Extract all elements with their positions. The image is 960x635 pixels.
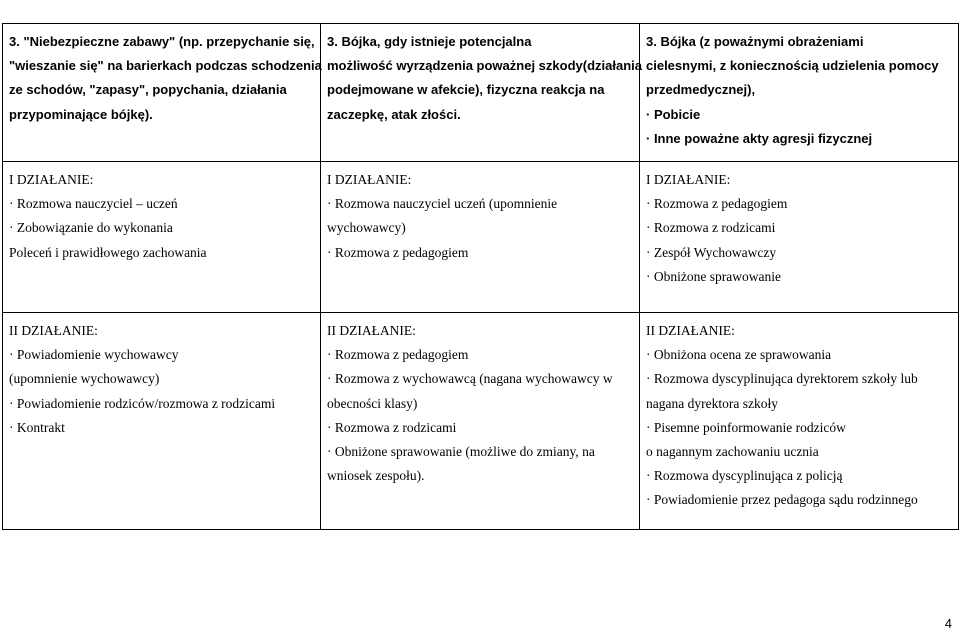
action-item: · Rozmowa dyscyplinująca z policją bbox=[646, 468, 843, 484]
header-line: · Pobicie bbox=[646, 106, 701, 122]
action-heading: I DZIAŁANIE: bbox=[9, 172, 94, 188]
second-action-cell bbox=[640, 313, 959, 530]
header-line: zaczepkę, atak złości. bbox=[327, 106, 461, 122]
action-heading: II DZIAŁANIE: bbox=[646, 323, 735, 339]
action-item: · Obniżone sprawowanie bbox=[646, 268, 781, 284]
action-item: · Pisemne poinformowanie rodziców bbox=[646, 419, 846, 435]
header-line: · Inne poważne akty agresji fizycznej bbox=[646, 130, 873, 146]
action-item: obecności klasy) bbox=[327, 395, 418, 411]
header-line: "wieszanie się" na barierkach podczas schodzenia bbox=[9, 58, 322, 74]
header-line: 3. "Niebezpieczne zabawy" (np. przepychanie się, bbox=[9, 34, 315, 49]
action-item: · Rozmowa z pedagogiem bbox=[327, 347, 469, 363]
action-heading: I DZIAŁANIE: bbox=[327, 172, 412, 188]
action-item: · Rozmowa z rodzicami bbox=[646, 220, 776, 236]
action-item: · Kontrakt bbox=[9, 419, 65, 435]
header-row bbox=[3, 24, 959, 162]
action-heading: II DZIAŁANIE: bbox=[327, 323, 416, 339]
action-item: · Zobowiązanie do wykonania bbox=[9, 220, 173, 236]
action-item: · Obniżona ocena ze sprawowania bbox=[646, 347, 832, 363]
action-item: wychowawcy) bbox=[327, 220, 406, 236]
second-action-cell bbox=[3, 313, 321, 530]
first-action-cell bbox=[3, 162, 321, 313]
action-item: · Rozmowa z pedagogiem bbox=[327, 244, 469, 260]
action-item: · Powiadomienie wychowawcy bbox=[9, 347, 179, 363]
second-action-row bbox=[3, 313, 959, 530]
action-item: · Rozmowa nauczyciel uczeń (upomnienie bbox=[327, 196, 558, 212]
action-item: · Rozmowa z wychowawcą (nagana wychowawcy w bbox=[327, 371, 613, 387]
action-item: nagana dyrektora szkoły bbox=[646, 395, 778, 411]
header-line: przedmedycznej), bbox=[646, 82, 756, 98]
action-item: (upomnienie wychowawcy) bbox=[9, 371, 160, 387]
header-line: możliwość wyrządzenia poważnej szkody(działania bbox=[327, 58, 642, 74]
header-cell-dangerous-games bbox=[3, 24, 321, 162]
action-item: Poleceń i prawidłowego zachowania bbox=[9, 244, 207, 260]
header-cell-fight-potential-harm bbox=[321, 24, 640, 162]
action-item: · Obniżone sprawowanie (możliwe do zmiany, na bbox=[327, 444, 595, 460]
first-action-cell bbox=[640, 162, 959, 313]
action-item: · Powiadomienie rodziców/rozmowa z rodzicami bbox=[9, 395, 276, 411]
action-item: · Rozmowa z rodzicami bbox=[327, 419, 457, 435]
action-heading: I DZIAŁANIE: bbox=[646, 172, 731, 188]
action-item: o nagannym zachowaniu ucznia bbox=[646, 444, 819, 460]
action-item: · Powiadomienie przez pedagoga sądu rodzinnego bbox=[646, 492, 918, 508]
first-action-cell bbox=[321, 162, 640, 313]
action-item: · Rozmowa dyscyplinująca dyrektorem szkoły lub bbox=[646, 371, 918, 387]
header-line: ze schodów, "zapasy", popychania, działania bbox=[9, 82, 287, 98]
header-line: podejmowane w afekcie), fizyczna reakcja na bbox=[327, 82, 605, 98]
header-cell-fight-serious-injuries bbox=[640, 24, 959, 162]
action-heading: II DZIAŁANIE: bbox=[9, 323, 98, 339]
first-action-row bbox=[3, 162, 959, 313]
behavior-actions-table bbox=[2, 23, 959, 530]
action-item: · Rozmowa z pedagogiem bbox=[646, 196, 788, 212]
action-item: wniosek zespołu). bbox=[327, 468, 425, 484]
header-line: 3. Bójka, gdy istnieje potencjalna bbox=[327, 34, 532, 49]
page-number: 4 bbox=[944, 616, 952, 631]
action-item: · Zespół Wychowawczy bbox=[646, 244, 777, 260]
header-line: 3. Bójka (z poważnymi obrażeniami bbox=[646, 34, 864, 49]
header-line: cielesnymi, z koniecznością udzielenia pomocy bbox=[646, 58, 939, 74]
header-line: przypominające bójkę). bbox=[9, 106, 153, 122]
second-action-cell bbox=[321, 313, 640, 530]
action-item: · Rozmowa nauczyciel – uczeń bbox=[9, 196, 178, 212]
